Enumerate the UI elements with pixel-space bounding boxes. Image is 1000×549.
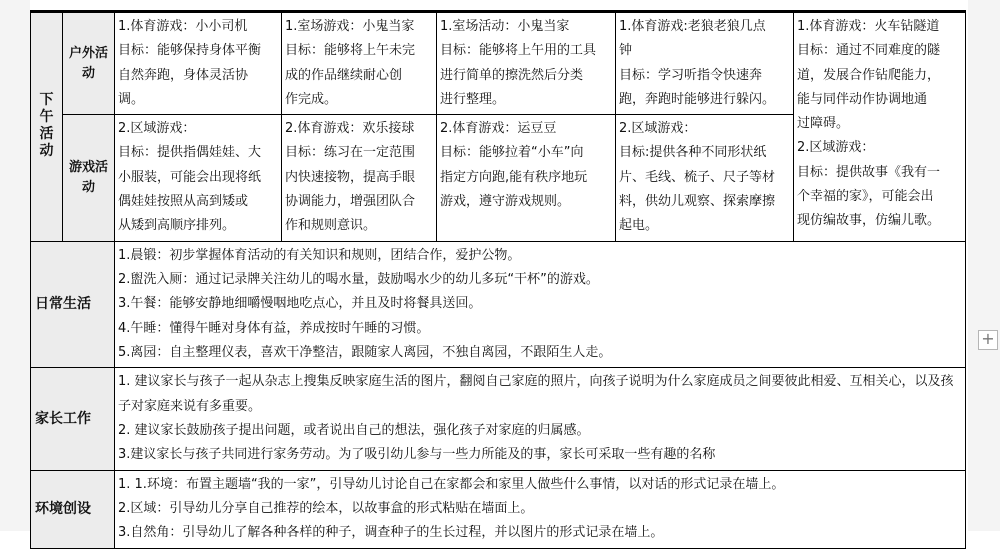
parents-content (115, 368, 966, 471)
cell-line: 2.体育游戏：运豆豆 (440, 121, 557, 137)
cell-line: 2.区域游戏： (797, 140, 875, 156)
outdoor-label-cell (63, 12, 115, 115)
cell-line: 成的作品继续耐心创 (285, 67, 403, 83)
cell-line: 小服装，可能会出现将纸 (118, 169, 262, 185)
cell-line: 片、毛线、梳子、尺子等材 (619, 169, 776, 185)
cell-line: 作和规则意识。 (285, 218, 377, 234)
game-cell-mon (115, 115, 282, 241)
afternoon-label-cell (31, 12, 63, 242)
daily-label-cell (31, 241, 115, 367)
cell-line: 个幸福的家》，可能会出 (797, 189, 934, 205)
cell-line: 游戏，遵守游戏规则。 (440, 194, 571, 210)
cell-line: 1.室场活动：小鬼当家 (440, 19, 570, 34)
cell-line: 进行简单的擦洗然后分类 (440, 67, 584, 83)
cell-line: 目标：通过不同难度的隧 (797, 43, 941, 59)
cell-line: 过障碍。 (797, 116, 850, 132)
outdoor-label: 户外活动 (69, 45, 109, 81)
cell-line: 起电。 (619, 218, 659, 234)
cell-line: 自然奔跑，身体灵活协 (118, 67, 249, 83)
game-label-cell (63, 115, 115, 241)
cell-line: 协调能力，增强团队合 (285, 194, 416, 210)
cell-line: 目标：练习在一定范围 (285, 145, 416, 161)
environment-content (115, 470, 966, 548)
cell-line: 进行整理。 (440, 91, 506, 107)
cell-line: 现仿编故事，仿编儿歌。 (797, 213, 941, 229)
daily-item: 2.盥洗入厕：通过记录牌关注幼儿的喝水量，鼓励喝水少的幼儿多玩“干杯”的游戏。 (118, 271, 599, 287)
cell-line: 1.体育游戏:老狼老狼几点 (619, 19, 766, 34)
outdoor-cell-tue (282, 12, 437, 115)
cell-line: 调。 (118, 91, 145, 107)
cell-line: 2.体育游戏：欢乐接球 (285, 121, 415, 137)
game-label: 游戏活动 (69, 159, 109, 195)
parents-row (31, 368, 966, 471)
daily-label: 日常生活 (35, 296, 91, 313)
parents-item: 2. 建议家长鼓励孩子提出问题，或者说出自己的想法，强化孩子对家庭的归属感。 (118, 423, 590, 439)
cell-line: 目标：能够将上午未完 (285, 43, 416, 59)
cell-line: 内快速接物，提高手眼 (285, 169, 416, 185)
daily-content (115, 241, 966, 367)
afternoon-label: 下午活动 (39, 92, 54, 160)
daily-item: 1.晨锻：初步掌握体育活动的有关知识和规则，团结合作，爱护公物。 (118, 247, 521, 263)
cell-line: 1.室场游戏：小鬼当家 (285, 19, 415, 34)
cell-line: 道，发展合作钻爬能力， (797, 67, 941, 83)
right-gutter (968, 0, 1000, 531)
game-cell-tue (282, 115, 437, 241)
cell-line: 2.区域游戏： (619, 121, 697, 137)
add-button[interactable] (978, 330, 998, 350)
environment-label: 环境创设 (35, 501, 91, 518)
plus-icon: + (981, 329, 995, 348)
cell-line: 能与同伴动作协调地通 (797, 91, 928, 107)
outdoor-cell-wed (437, 12, 616, 115)
daily-item: 5.离园：自主整理仪表，喜欢干净整洁，跟随家人离园，不独自离园，不跟陌生人走。 (118, 344, 612, 360)
outdoor-game-cell-fri (794, 12, 966, 242)
cell-line: 作完成。 (285, 91, 338, 107)
environment-item: 2.区域：引导幼儿分享自己推荐的绘本，以故事盒的形式粘贴在墙面上。 (118, 501, 534, 517)
cell-line: 目标:提供各种不同形状纸 (619, 145, 767, 161)
parents-item: 1. 建议家长与孩子一起从杂志上搜集反映家庭生活的图片，翻阅自己家庭的照片，向孩子说明为什么家庭成员之间要彼此相爱、互相关心，以及孩子对家庭来说有多重要。 (118, 374, 954, 414)
environment-label-cell (31, 470, 115, 548)
outdoor-cell-mon (115, 12, 282, 115)
outdoor-cell-thu (616, 12, 794, 115)
game-cell-thu (616, 115, 794, 241)
weekly-plan-table (30, 10, 966, 549)
daily-item: 3.午餐：能够安静地细嚼慢咽地吃点心，并且及时将餐具送回。 (118, 296, 482, 312)
daily-life-row (31, 241, 966, 367)
cell-line: 目标：提供指偶娃娃、大 (118, 145, 262, 161)
cell-line: 目标：能够将上午用的工具 (440, 43, 597, 59)
daily-item: 4.午睡：懂得午睡对身体有益，养成按时午睡的习惯。 (118, 320, 430, 336)
cell-line: 从矮到高顺序排列。 (118, 218, 236, 234)
cell-line: 料，供幼儿观察、探索摩擦 (619, 194, 776, 210)
parents-item: 3.建议家长与孩子共同进行家务劳动。为了吸引幼儿参与一些力所能及的事，家长可采取一些有趣的名称 (118, 447, 716, 463)
environment-item: 3.自然角：引导幼儿了解各种各样的种子，调查种子的生长过程，并以图片的形式记录在墙上。 (118, 525, 664, 541)
cell-line: 1.体育游戏：小小司机 (118, 19, 248, 34)
afternoon-outdoor-row (31, 12, 966, 115)
game-cell-wed (437, 115, 616, 241)
cell-line: 1.体育游戏：火车钻隧道 (797, 19, 940, 34)
left-gutter (0, 0, 30, 531)
cell-line: 目标：能够拉着“小车”向 (440, 145, 584, 161)
cell-line: 目标：能够保持身体平衡 (118, 43, 262, 59)
page-top-margin (30, 0, 968, 10)
cell-line: 钟 (619, 43, 633, 59)
parents-label: 家长工作 (35, 410, 91, 427)
environment-item: 1. 1.环境：布置主题墙“我的一家”，引导幼儿讨论自己在家都会和家里人做些什么事情，以对话的形式记录在墙上。 (118, 476, 785, 492)
parents-label-cell (31, 368, 115, 471)
cell-line: 目标：提供故事《我有一 (797, 164, 941, 180)
cell-line: 目标：学习听指令快速奔 (619, 67, 763, 83)
cell-line: 跑，奔跑时能够进行躲闪。 (619, 91, 776, 107)
cell-line: 指定方向跑,能有秩序地玩 (440, 169, 588, 185)
cell-line: 偶娃娃按照从高到矮或 (118, 194, 249, 210)
environment-row (31, 470, 966, 548)
cell-line: 2.区域游戏： (118, 121, 196, 137)
